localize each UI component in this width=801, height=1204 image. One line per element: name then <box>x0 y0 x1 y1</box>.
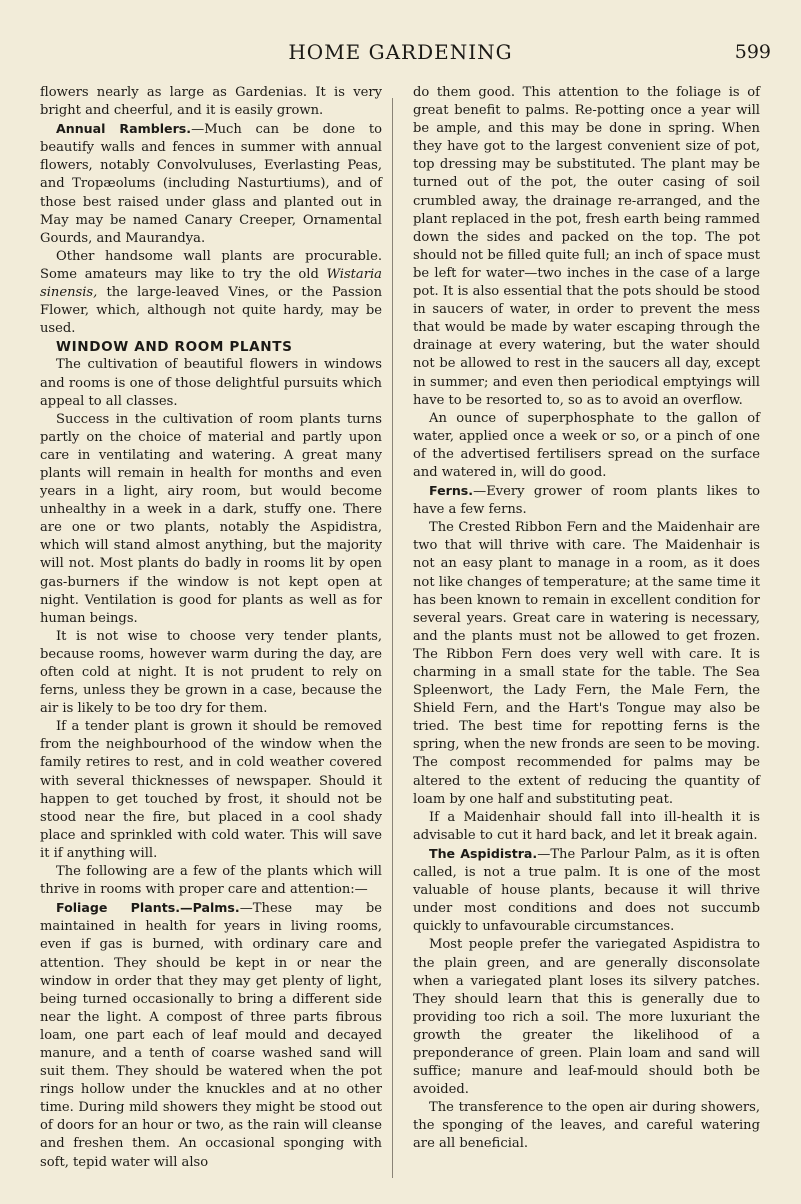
paragraph: If a tender plant is grown it should be removed from the neighbourhood of the window when the family retires to rest, and in cold weather covered with several thicknesses of newspaper. Should it happen to get touched by frost, it should not be stood near the fire, but placed in a cool shady place and sprinkled with cold water. This will save it if anything will. <box>40 719 382 861</box>
paragraph: The transference to the open air during showers, the sponging of the leaves, and careful watering are all beneficial. <box>413 1100 760 1152</box>
paragraph: The Crested Ribbon Fern and the Maidenhair are two that will thrive with care. The Maidenhair is not an easy plant to manage in a room, as it does not like changes of temperature; at the same time it has been known to remain in excellent condition for several years. Great care in watering is necessary, and the plants must not be allowed to get frozen. The Ribbon Fern does very well with care. It is charming in a small state for the table. The Sea Spleenwort, the Lady Fern, the Male Fern, the Shield Fern, and the Hart's Tongue may also be tried. The best time for repotting ferns is the spring, when the new fronds are seen to be moving. The compost recommended for palms may be altered to the extent of reducing the quantity of loam by one half and substituting peat. <box>413 520 760 807</box>
paragraph <box>413 845 760 936</box>
paragraph <box>40 120 382 248</box>
italic-plant-name: Wistaria sinensis, <box>40 266 382 301</box>
paragraph: An ounce of superphosphate to the gallon of water, applied once a week or so, or a pinch of one of the advertised fertilisers spread on the surface and watered in, will do good. <box>413 410 760 480</box>
paragraph <box>40 248 382 338</box>
paragraph: Success in the cultivation of room plants turns partly on the choice of material and partly upon care in ventilating and watering. A great many plants will remain in health for months and even years in a light, airy room, but would become unhealthy in a week in a dark, stuffy one. There are one or two plants, notably the Aspidistra, which will stand almost anything, but the majority will not. Most plants do badly in rooms lit by open gas-burners if the window is not kept open at night. Ventilation is good for plants as well as for human beings. <box>40 411 382 626</box>
paragraph-text: Other handsome wall plants are procurable. Some amateurs may like to try the old <box>40 248 382 282</box>
paragraph: do them good. This attention to the foliage is of great benefit to palms. Re-potting once a year will be ample, and this may be done in spring. When they have got to the largest convenient size of pot, top dressing may be substituted. The plant may be turned out of the pot, the outer casing of soil crumbled away, the drainage re-arranged, and the plant replaced in the pot, fresh earth being rammed down the sides and packed on the top. The pot should not be filled quite full; an inch of space must be left for water—two inches in the case of a large pot. It is also essential that the pots should be stood in saucers of water, in order to prevent the mess that would be made by water escaping through the drainage at every watering, but the water should not be allowed to rest in the saucers all day, except in summer; and even then periodical emptyings will have to be resorted to, so as to avoid an overflow. <box>413 85 760 408</box>
paragraph-lead: Annual Ramblers. <box>56 121 192 137</box>
section-heading: WINDOW AND ROOM PLANTS <box>56 339 293 356</box>
right-column <box>413 84 760 1154</box>
column-divider <box>392 98 393 1178</box>
running-title: HOME GARDENING <box>288 40 513 64</box>
paragraph-lead: Foliage Plants.—Palms. <box>56 900 240 916</box>
paragraph-lead: Ferns. <box>429 483 474 499</box>
paragraph: flowers nearly as large as Gardenias. It is very bright and cheerful, and it is easily grown. <box>40 85 382 119</box>
page-number: 599 <box>734 41 771 63</box>
paragraph: If a Maidenhair should fall into ill-health it is advisable to cut it hard back, and let it break again. <box>413 809 760 843</box>
paragraph: The following are a few of the plants which will thrive in rooms with proper care and attention:— <box>40 864 382 898</box>
paragraph: It is not wise to choose very tender plants, because rooms, however warm during the day, are often cold at night. It is not prudent to rely on ferns, unless they be grown in a case, because the air is likely to be too dry for them. <box>40 628 382 717</box>
paragraph-lead: The Aspidistra. <box>429 845 538 861</box>
paragraph-text: —Every grower of room plants likes to have a few ferns. <box>413 484 760 518</box>
paragraph <box>413 482 760 519</box>
paragraph: The cultivation of beautiful flowers in windows and rooms is one of those delightful pursuits which appeal to all classes. <box>40 357 382 409</box>
paragraph <box>40 899 382 1171</box>
paragraph-text: —The Parlour Palm, as it is often called, is not a true palm. It is one of the most valuable of house plants, because it will thrive under most conditions and does not succumb quickly to unfavourable circumstances. <box>413 846 760 935</box>
paragraph: Most people prefer the variegated Aspidistra to the plain green, and are generally disconsolate when a variegated plant loses its silvery patches. They should learn that this is generally due to providing too rich a soil. The more luxuriant the growth the greater the likelihood of a preponderance of green. Plain loam and sand will suffice; manure and leaf-mould should both be avoided. <box>413 937 760 1098</box>
paragraph-text: —These may be maintained in health for years in living rooms, even if gas is burned, with ordinary care and attention. They should be kept in or near the window in order that they may get plenty of light, being turned occasionally to bring a different side near the light. A compost of three parts fibrous loam, one part each of leaf mould and decayed manure, and a tenth of coarse washed sand will suit them. They should be watered when the pot rings hollow under the knuckles and at no other time. During mild showers they might be stood out of doors for an hour or two, as the rain will cleanse and freshen them. An occasional sponging with soft, tepid water will also <box>40 901 382 1170</box>
paragraph-text: —Much can be done to beautify walls and fences in summer with annual flowers, notably Convolvuluses, Everlasting Peas, and Tropæolums (including Nasturtiums), and of those best raised under glass and planted out in May may be named Canary Creeper, Ornamental Gourds, and Maurandya. <box>40 122 382 246</box>
running-header <box>30 40 771 70</box>
paragraph-text: the large-leaved Vines, or the Passion Flower, which, although not quite hardy, may be used. <box>40 285 382 337</box>
left-column <box>40 84 382 1172</box>
